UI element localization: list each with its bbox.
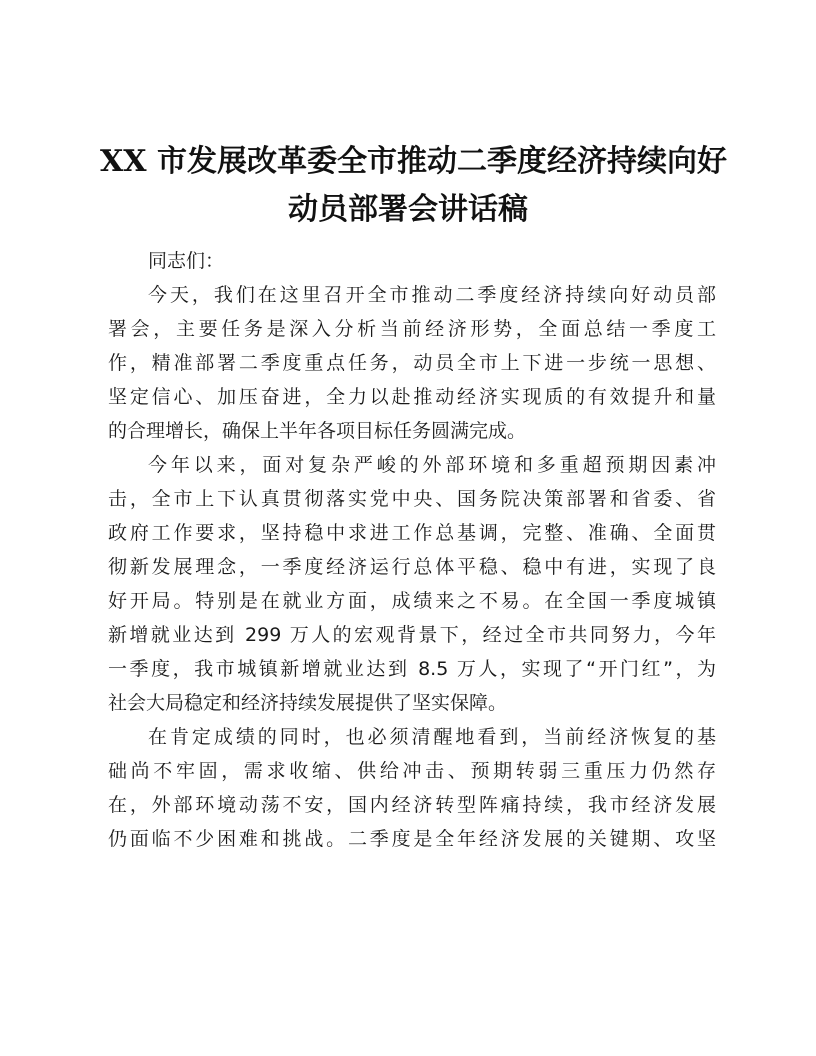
document-body: [108, 244, 716, 856]
text-line: 击，全市上下认真贯彻落实党中央、国务院决策部署和省委、省: [108, 488, 716, 510]
title-line-1: XX 市发展改革委全市推动二季度经济持续向好: [100, 144, 727, 179]
text-line: 同志们：: [148, 250, 225, 272]
title-line-2: 动员部署会讲话稿: [288, 192, 528, 227]
text-line: 坚定信心、加压奋进，全力以赴推动经济实现质的有效提升和量: [108, 386, 716, 408]
text-line: 作，精准部署二季度重点任务，动员全市上下进一步统一思想、: [108, 352, 716, 374]
text-line: 的合理增长，确保上半年各项目标任务圆满完成。: [108, 420, 527, 442]
text-line: 在，外部环境动荡不安，国内经济转型阵痛持续，我市经济发展: [108, 794, 716, 816]
text-line: 新增就业达到 299 万人的宏观背景下，经过全市共同努力，今年: [108, 624, 716, 646]
text-line: 仍面临不少困难和挑战。二季度是全年经济发展的关键期、攻坚: [108, 828, 716, 850]
text-line: 今天，我们在这里召开全市推动二季度经济持续向好动员部: [148, 284, 716, 306]
text-line: 署会，主要任务是深入分析当前经济形势，全面总结一季度工: [108, 318, 716, 340]
text-line: 社会大局稳定和经济持续发展提供了坚实保障。: [108, 692, 508, 714]
text-line: 好开局。特别是在就业方面，成绩来之不易。在全国一季度城镇: [108, 590, 716, 612]
text-line: 政府工作要求，坚持稳中求进工作总基调，完整、准确、全面贯: [108, 522, 716, 544]
text-line: 彻新发展理念，一季度经济运行总体平稳、稳中有进，实现了良: [108, 556, 716, 578]
text-line: 今年以来，面对复杂严峻的外部环境和多重超预期因素冲: [148, 454, 716, 476]
text-line: 一季度，我市城镇新增就业达到 8.5 万人，实现了“开门红”，为: [108, 658, 716, 680]
document-title: [100, 138, 727, 234]
text-line: 础尚不牢固，需求收缩、供给冲击、预期转弱三重压力仍然存: [108, 760, 716, 782]
text-line: 在肯定成绩的同时，也必须清醒地看到，当前经济恢复的基: [148, 726, 716, 748]
